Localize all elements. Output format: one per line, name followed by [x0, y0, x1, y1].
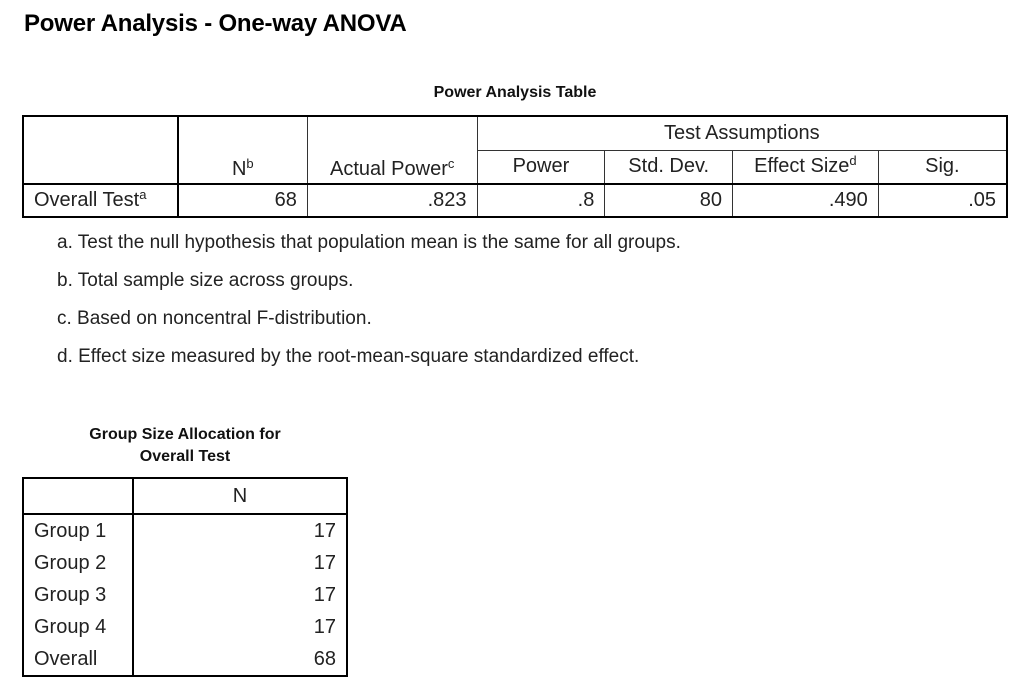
col-header-power: Power [477, 150, 605, 184]
row-label: Overall [23, 643, 133, 676]
page-title: Power Analysis - One-way ANOVA [24, 10, 407, 37]
power-table-caption: Power Analysis Table [433, 84, 597, 101]
row-label: Group 2 [23, 547, 133, 579]
cell-n: 17 [313, 615, 336, 638]
row-label: Group 3 [23, 579, 133, 611]
group-caption-line2: Overall Test [139, 448, 231, 465]
cell-power: .8 [477, 184, 605, 217]
col-header-std-dev: Std. Dev. [605, 150, 733, 184]
footnote-b: b. Total sample size across groups. [57, 270, 354, 291]
group-table-caption [22, 424, 348, 468]
cell-n: 68 [178, 184, 308, 217]
cell-actual-power: .823 [307, 184, 477, 217]
row-label: Group 1 [23, 514, 133, 547]
col-header-n: N [133, 478, 347, 514]
table-row [23, 643, 347, 676]
col-header-actual-power: Actual Power$^c$ [307, 116, 477, 184]
power-analysis-table [22, 115, 1008, 218]
cell-n: 17 [313, 519, 336, 542]
cell-n: 17 [313, 551, 336, 574]
cell-n: 68 [313, 647, 336, 670]
cell-sig: .05 [878, 184, 1007, 217]
row-label: Group 4 [23, 611, 133, 643]
table-row [23, 547, 347, 579]
table-row [23, 514, 347, 547]
cell-n: 17 [313, 583, 336, 606]
footnote-d: d. Effect size measured by the root-mean-square standardized effect. [57, 346, 640, 367]
table-row [23, 611, 347, 643]
group-size-allocation-table [22, 477, 348, 677]
footnote-a: a. Test the null hypothesis that population mean is the same for all groups. [57, 232, 681, 253]
table-row [23, 184, 1007, 217]
col-group-test-assumptions: Test Assumptions [477, 116, 1007, 150]
corner-cell [23, 478, 133, 514]
table-row [23, 579, 347, 611]
corner-cell [23, 116, 178, 184]
row-label-overall-test: Overall Test$^a$ [23, 184, 178, 217]
cell-effect-size: .490 [733, 184, 879, 217]
cell-std-dev: 80 [605, 184, 733, 217]
footnote-c: c. Based on noncentral F-distribution. [57, 308, 372, 329]
col-header-n: $N^b$ [178, 116, 308, 184]
group-caption-line1: Group Size Allocation for [89, 426, 281, 443]
col-header-sig: Sig. [878, 150, 1007, 184]
col-header-effect-size: Effect Size$^d$ [733, 150, 879, 184]
